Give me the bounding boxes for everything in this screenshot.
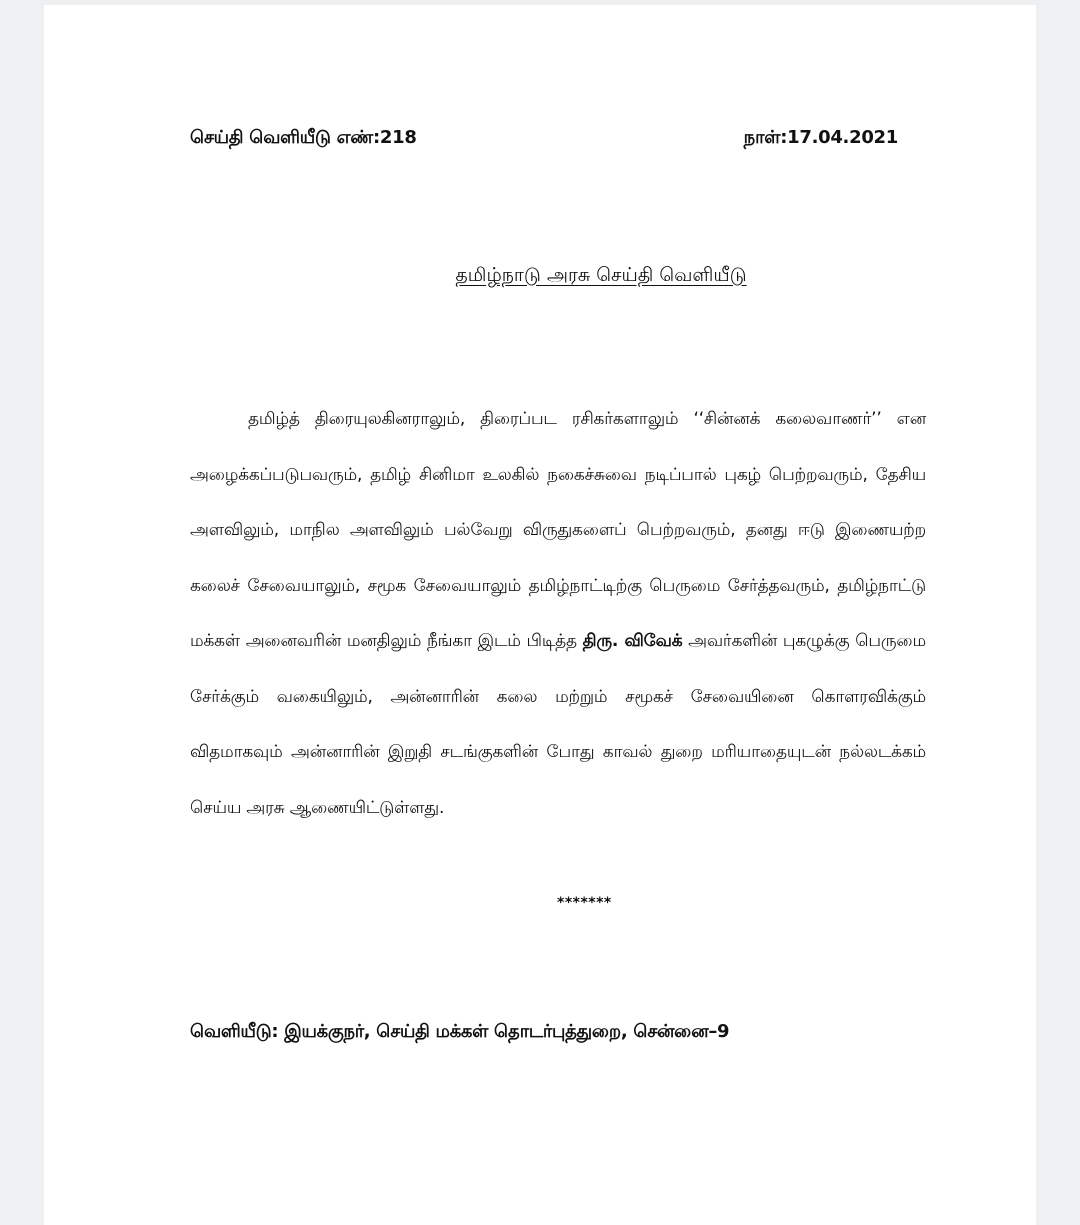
document-page (44, 5, 1036, 1225)
release-number: செய்தி வெளியீடு எண்:218 (190, 127, 417, 148)
document-header (190, 127, 898, 150)
body-text-part-1: தமிழ்த் திரையுலகினராலும், திரைப்பட ரசிகர்களாலும் ‘‘சின்னக் கலைவாணர்’’ என அழைக்கப்படுபவரும், தமிழ் சினிமா உலகில் நகைச்சுவை நடிப்பால் புகழ் பெற்றவரும், தேசிய அளவிலும், மாநில அளவிலும் பல்வேறு விருதுகளைப் பெற்றவரும், தனது ஈடு இணையற்ற கலைச் சேவையாலும், சமூக சேவையாலும் தமிழ்நாட்டிற்கு பெருமை சேர்த்தவரும், தமிழ்நாட்டு மக்கள் அனைவரின் மனதிலும் நீங்கா இடம் பிடித்த (190, 409, 926, 651)
document-title: தமிழ்நாடு அரசு செய்தி வெளியீடு (455, 264, 747, 286)
release-date: நாள்:17.04.2021 (743, 127, 898, 148)
honoree-name: திரு. விவேக் (582, 631, 683, 651)
issuer-footer: வெளியீடு: இயக்குநர், செய்தி மக்கள் தொடர்புத்துறை, சென்னை–9 (190, 1021, 730, 1042)
body-text-part-2: அவர்களின் புகழுக்கு பெருமை சேர்க்கும் வகையிலும், அன்னாரின் கலை மற்றும் சமூகச் சேவையினை கொளரவிக்கும் விதமாகவும் அன்னாரின் இறுதி சடங்குகளின் போது காவல் துறை மரியாதையுடன் நல்லடக்கம் செய்ய அரசு ஆணையிட்டுள்ளது. (190, 631, 927, 818)
body-paragraph (190, 392, 926, 836)
separator: ******* (557, 895, 612, 911)
